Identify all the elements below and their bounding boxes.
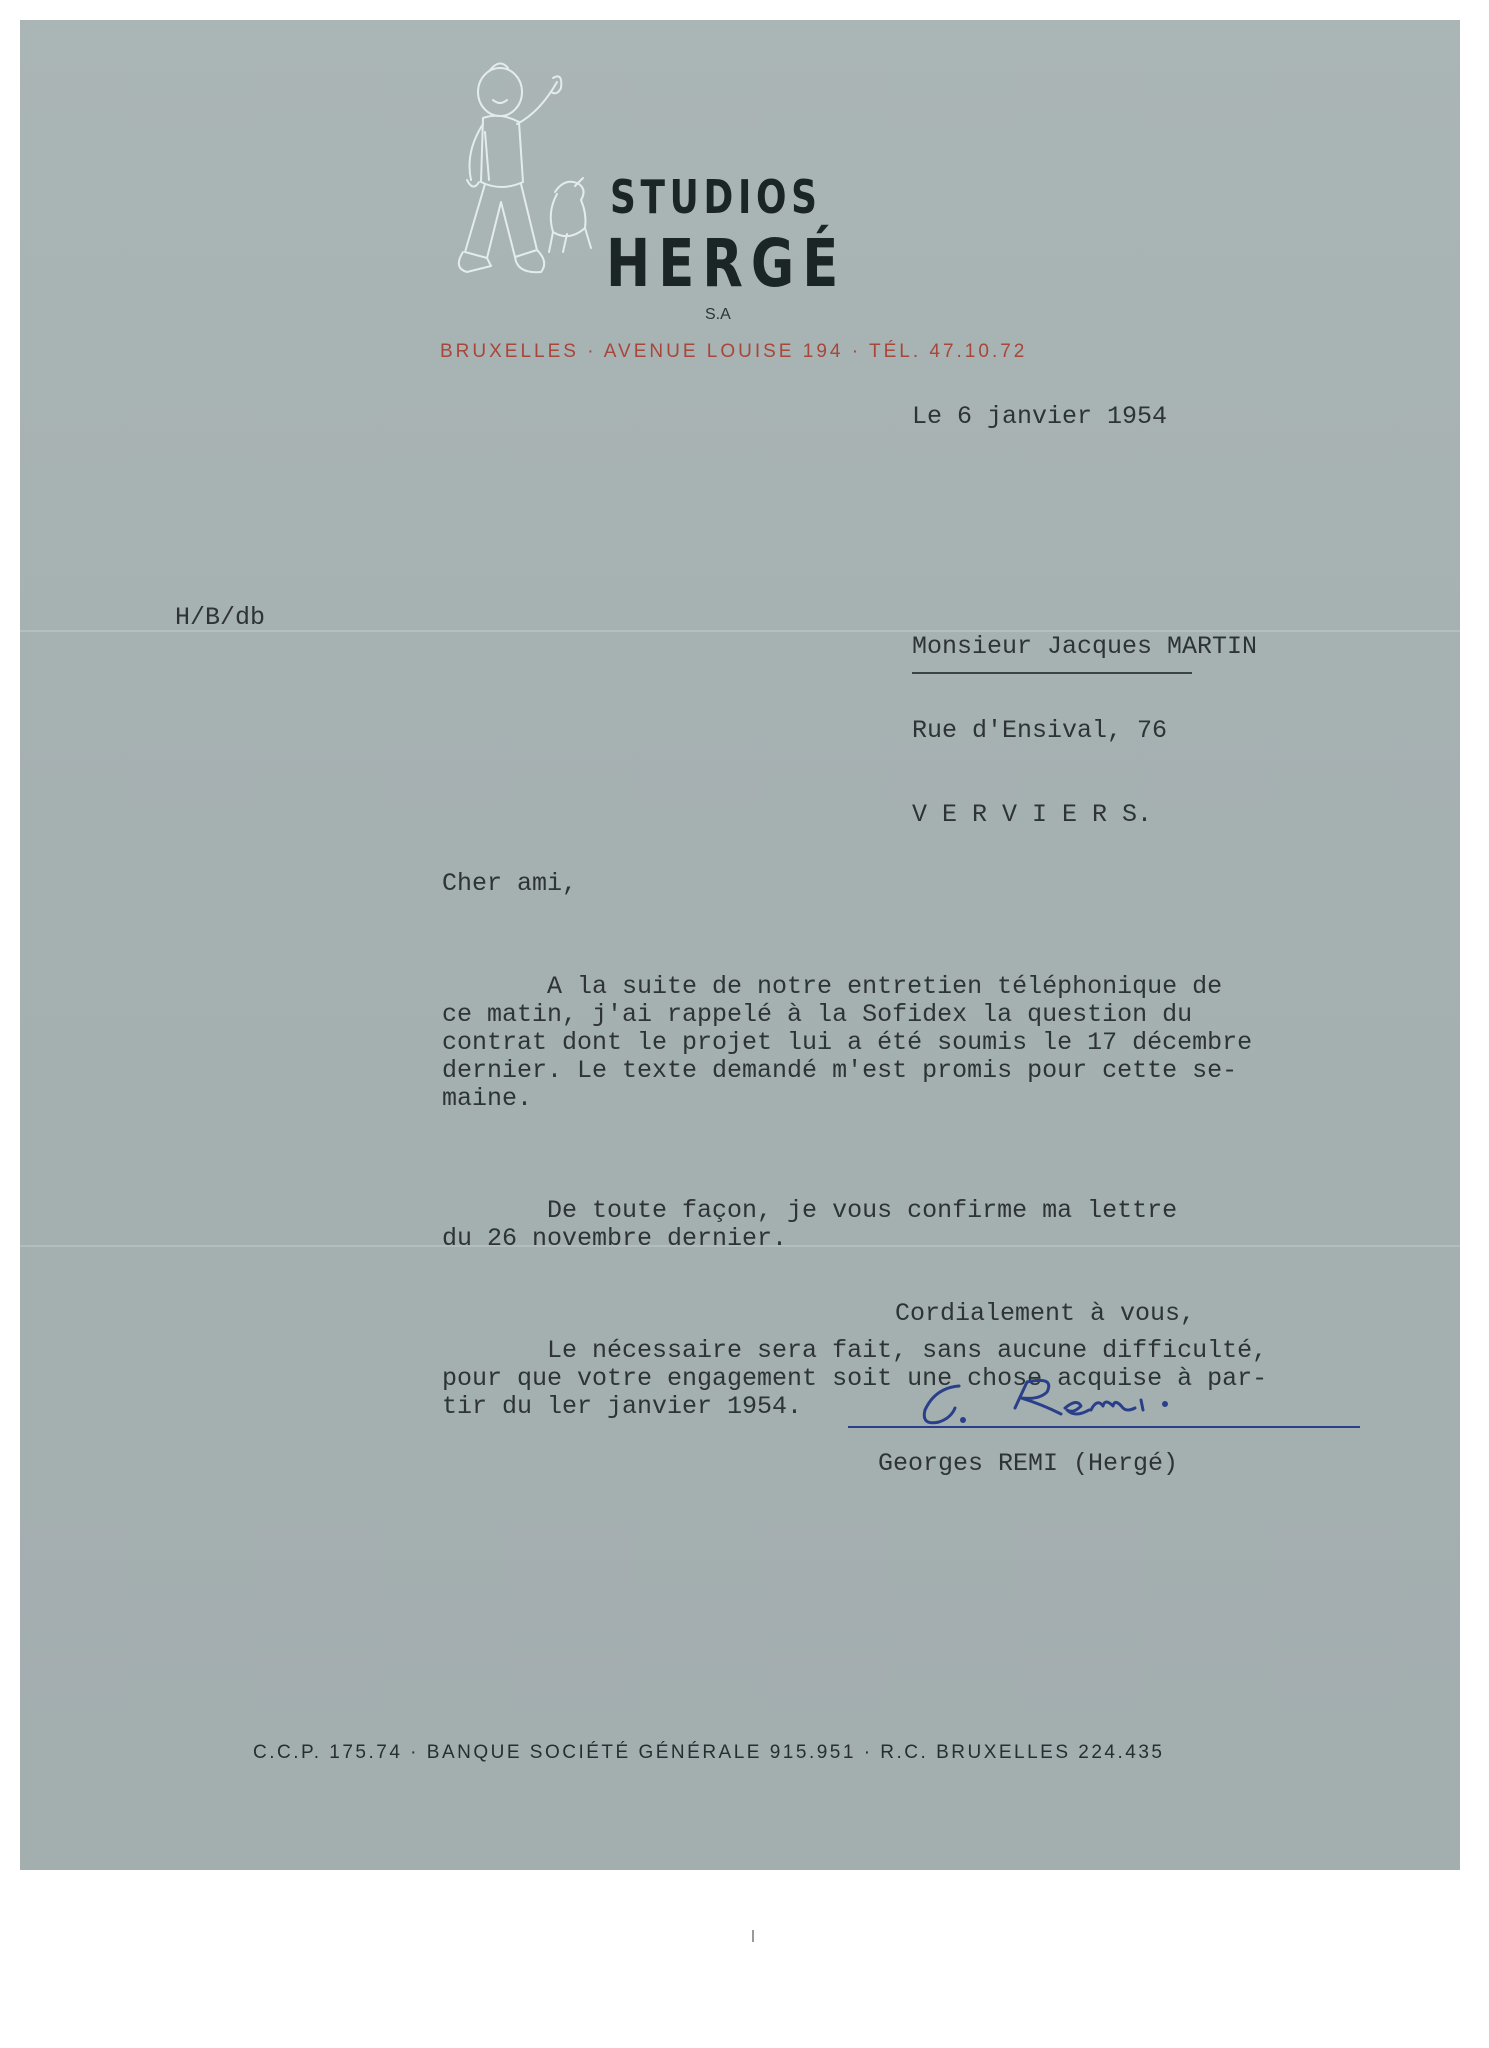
brand-studios: STUDIOS	[610, 170, 822, 224]
body-paragraph: A la suite de notre entretien téléphonique de ce matin, j'ai rappelé à la Sofidex la question du contrat dont le projet lui a été soumis le 17 décembre dernier. Le texte demandé m'est promis pour cette se- maine.	[442, 972, 1253, 1113]
salutation: Cher ami,	[442, 869, 578, 898]
scan-artifact-mark	[752, 1930, 754, 1942]
footer-bank-details: C.C.P. 175.74 · BANQUE SOCIÉTÉ GÉNÉRALE 915.951 · R.C. BRUXELLES 224.435	[253, 1742, 1165, 1763]
reference-code: H/B/db	[175, 603, 266, 632]
tintin-and-snowy-figure-icon	[445, 52, 605, 312]
recipient-city: V E R V I E R S.	[912, 800, 1153, 829]
closing-line: Cordialement à vous,	[895, 1299, 1196, 1328]
letterhead-address: BRUXELLES · AVENUE LOUISE 194 · TÉL. 47.10.72	[440, 341, 1028, 362]
brand-legal-form: S.A	[705, 306, 731, 323]
signer-name: Georges REMI (Hergé)	[878, 1449, 1179, 1478]
recipient-underline	[912, 672, 1192, 674]
signature-rule	[848, 1426, 1360, 1428]
letter-date: Le 6 janvier 1954	[912, 402, 1168, 431]
body-paragraph: Le nécessaire sera fait, sans aucune difficulté, pour que votre engagement soit une chose acquise à par- tir du ler janvier 1954.	[442, 1336, 1268, 1421]
body-paragraph: De toute façon, je vous confirme ma lettre du 26 novembre dernier.	[442, 1196, 1178, 1253]
recipient-address	[912, 577, 1257, 857]
recipient-name: Monsieur Jacques MARTIN	[912, 632, 1258, 661]
brand-herge: HERGÉ	[606, 225, 847, 302]
recipient-street: Rue d'Ensival, 76	[912, 716, 1168, 745]
